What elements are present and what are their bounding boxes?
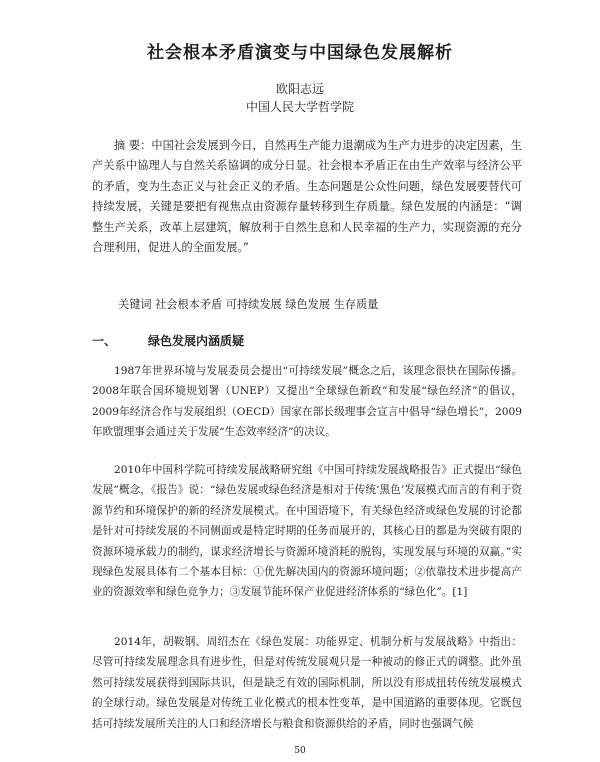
body-paragraph [92,460,522,603]
author-name: 欧阳志远 [275,82,324,96]
section-title: 绿色发展内涵质疑 [148,334,245,348]
page-number: 50 [294,746,306,756]
abstract [92,136,522,258]
paragraph-text: 2010年中国科学院可持续发展战略研究组《中国可持续发展战略报告》正式提出“绿色发展”概念，《报告》说：“绿色发展或绿色经济是相对于传统‘黑色’发展模式而言的有利于资源节约和环境保护的新的经济发展模式。在中国语境下，有关绿色经济或绿色发展的讨论都是针对可持续发展的不同侧面或是特定时期的任务而展开的，其核心目的都是为突破有限的资源环境承载力的制约，谋求经济增长与资源环境消耗的脱钩，实现发展与环境的双赢。”实现绿色发展具体有二个基本目标：①优先解决国内的资源环境问题；②依靠技术进步提高产业的资源效率和绿色竞争力；③发展节能环保产业促进经济体系的“绿色化”。[1] [92,464,522,599]
paragraph-text: 1987年世界环境与发展委员会提出“可持续发展”概念之后，该理念很快在国际传播。2008年联合国环境规划署（UNEP）又提出“全球绿色新政”和发展“绿色经济”的倡议，2009年经济合作与发展组织（OECD）国家在部长级理事会宣言中倡导“绿色增长”，2009年欧盟理事会通过关于发展“生态效率经济”的决议。 [92,365,522,439]
author-affiliation: 中国人民大学哲学院 [245,100,354,114]
body-paragraph [92,361,522,443]
keywords: 关键词 社会根本矛盾 可持续发展 绿色发展 生存质量 [118,298,379,311]
paper-title: 社会根本矛盾演变与中国绿色发展解析 [147,43,453,63]
body-paragraph [92,632,522,734]
section-number: 一、 [92,334,117,348]
abstract-text: 摘 要：中国社会发展到今日，自然再生产能力退潮成为生产力进步的决定因素，生产关系中協理人与自然关系協调的成分日显。社会根本矛盾正在由生产效率与经济公平的矛盾，变为生态正义与社会正义的矛盾。生态问题是公众性问题，绿色发展要替代可持续发展，关键是要把有视焦点由资源存量转移到生存质量。绿色发展的内涵是：“调整生产关系，改革上层建筑，解放利于自然生息和人民幸福的生产力，实现资源的充分合理利用，促进人的全面发展。” [92,139,522,255]
section-heading [92,332,244,349]
paragraph-text: 2014年，胡鞍钢、周绍杰在《绿色发展：功能界定、机制分析与发展战略》中指出：尽管可持续发展理念具有进步性，但是对传统发展观只是一种被动的修正式的调整。此外虽然可持续发展获得到国际共识，但是缺乏有效的国际机制，所以没有形成扭转传统发展模式的全球行动。绿色发展是对传统工业化模式的根本性变革，是中国道路的重要体现。它既包括可持续发展所关注的人口和经济增长与粮食和资源供给的矛盾，同时也强调气候 [92,636,522,730]
